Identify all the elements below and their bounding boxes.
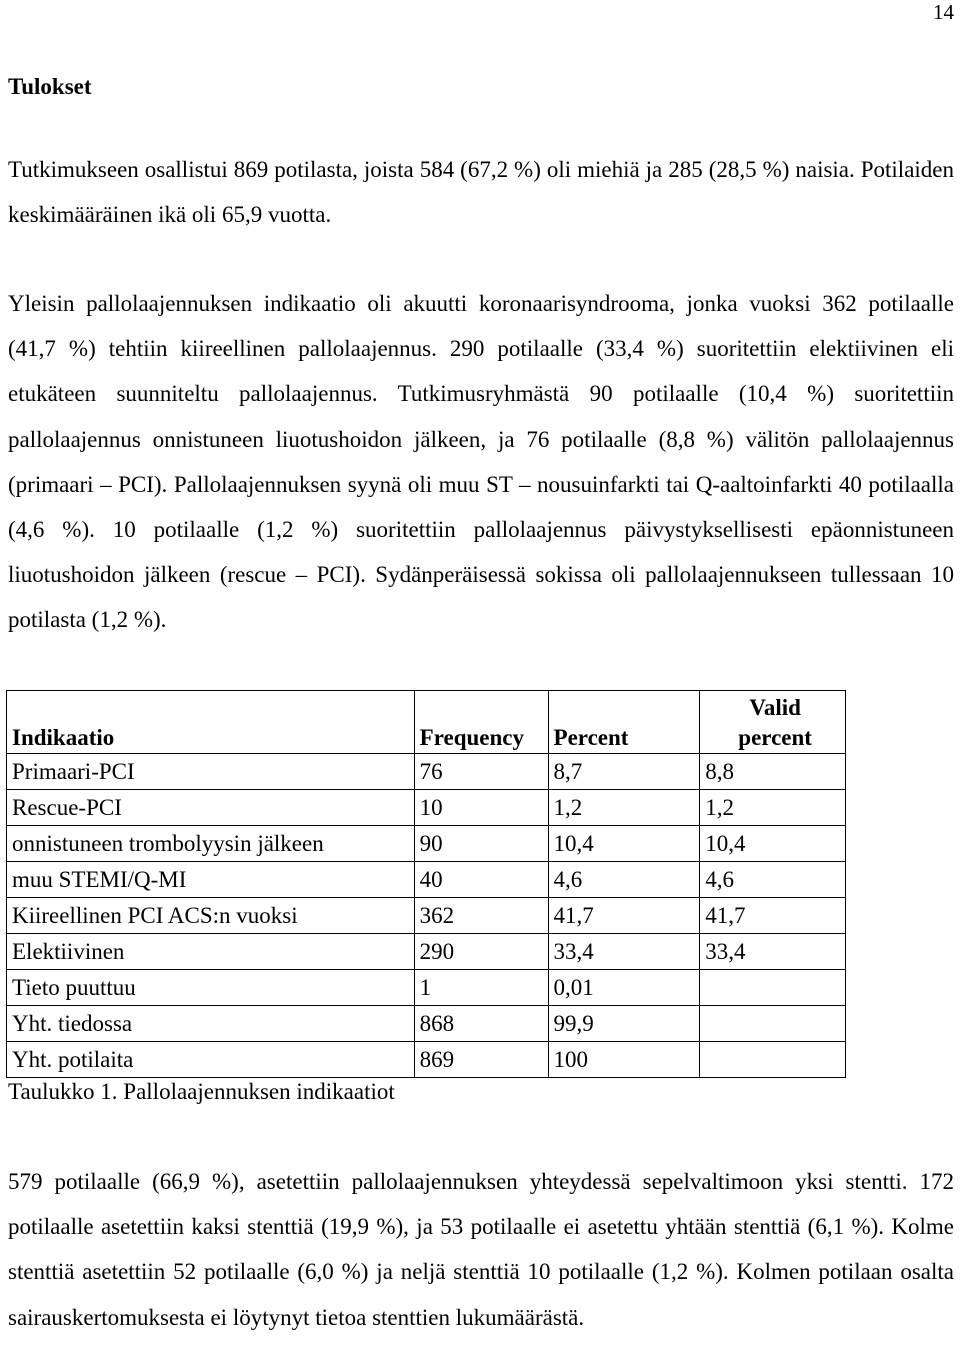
cell-indication: Rescue-PCI [7,790,415,826]
cell-valid-percent: 10,4 [700,826,846,862]
cell-valid-percent: 4,6 [700,862,846,898]
header-frequency: Frequency [414,691,548,754]
cell-frequency: 868 [414,1006,548,1042]
cell-indication: Primaari-PCI [7,754,415,790]
cell-frequency: 40 [414,862,548,898]
header-valid-percent [700,691,846,754]
cell-frequency: 1 [414,970,548,1006]
header-valid-line2: percent [738,725,812,750]
paragraph-indications: Yleisin pallolaajennuksen indikaatio oli akuutti koronaarisyndrooma, jonka vuoksi 362 potilaalle (41,7 %) tehtiin kiireellinen pallolaajennus. 290 potilaalle (33,4 %) suoritettiin elektiivinen eli etukäteen suunniteltu pallolaajennus. Tutkimusryhmästä 90 potilaalle (10,4 %) suoritettiin pallolaajennus onnistuneen liuotushoidon jälkeen, ja 76 potilaalle (8,8 %) välitön pallolaajennus (primaari – PCI). Pallolaajennuksen syynä oli muu ST – nousuinfarkti tai Q-aaltoinfarkti 40 potilaalla (4,6 %). 10 potilaalle (1,2 %) suoritettiin pallolaajennus päivystyksellisesti epäonnistuneen liuotushoidon jälkeen (rescue – PCI). Sydänperäisessä sokissa oli pallolaajennukseen tullessaan 10 potilasta (1,2 %). [8,291,954,633]
cell-frequency: 290 [414,934,548,970]
cell-percent: 4,6 [548,862,700,898]
table-row [7,934,846,970]
cell-percent: 33,4 [548,934,700,970]
indications-table [6,690,846,1078]
cell-indication: Elektiivinen [7,934,415,970]
cell-valid-percent: 41,7 [700,898,846,934]
table-caption: Taulukko 1. Pallolaajennuksen indikaatiot [8,1079,395,1104]
table-row [7,970,846,1006]
cell-indication: Yht. potilaita [7,1042,415,1078]
section-heading: Tulokset [8,74,92,99]
cell-indication: Kiireellinen PCI ACS:n vuoksi [7,898,415,934]
cell-valid-percent: 1,2 [700,790,846,826]
cell-indication: muu STEMI/Q-MI [7,862,415,898]
table-row [7,754,846,790]
table-row [7,1042,846,1078]
paragraph-participants: Tutkimukseen osallistui 869 potilasta, joista 584 (67,2 %) oli miehiä ja 285 (28,5 %) naisia. Potilaiden keskimääräinen ikä oli 65,9 vuotta. [8,157,954,228]
table-row [7,862,846,898]
cell-percent: 99,9 [548,1006,700,1042]
cell-percent: 1,2 [548,790,700,826]
cell-percent: 41,7 [548,898,700,934]
cell-percent: 10,4 [548,826,700,862]
header-valid-line1: Valid [749,695,801,720]
cell-indication: Tieto puuttuu [7,970,415,1006]
header-indication: Indikaatio [7,691,415,754]
cell-valid-percent [700,1006,846,1042]
cell-percent: 8,7 [548,754,700,790]
cell-indication: onnistuneen trombolyysin jälkeen [7,826,415,862]
table-row [7,898,846,934]
cell-percent: 100 [548,1042,700,1078]
cell-frequency: 90 [414,826,548,862]
table-row [7,790,846,826]
cell-valid-percent [700,1042,846,1078]
table-row [7,826,846,862]
cell-frequency: 76 [414,754,548,790]
table-header-row [7,691,846,754]
page-number: 14 [933,0,954,24]
cell-valid-percent [700,970,846,1006]
cell-percent: 0,01 [548,970,700,1006]
cell-valid-percent: 33,4 [700,934,846,970]
table-row [7,1006,846,1042]
cell-frequency: 869 [414,1042,548,1078]
cell-frequency: 10 [414,790,548,826]
cell-indication: Yht. tiedossa [7,1006,415,1042]
cell-frequency: 362 [414,898,548,934]
header-percent: Percent [548,691,700,754]
cell-valid-percent: 8,8 [700,754,846,790]
paragraph-stents: 579 potilaalle (66,9 %), asetettiin pallolaajennuksen yhteydessä sepelvaltimoon yksi stentti. 172 potilaalle asetettiin kaksi stenttiä (19,9 %), ja 53 potilaalle ei asetettu yhtään stenttiä (6,1 %). Kolme stenttiä asetettiin 52 potilaalle (6,0 %) ja neljä stenttiä 10 potilaalle (1,2 %). Kolmen potilaan osalta sairauskertomuksesta ei löytynyt tietoa stenttien lukumäärästä. [8,1169,954,1330]
